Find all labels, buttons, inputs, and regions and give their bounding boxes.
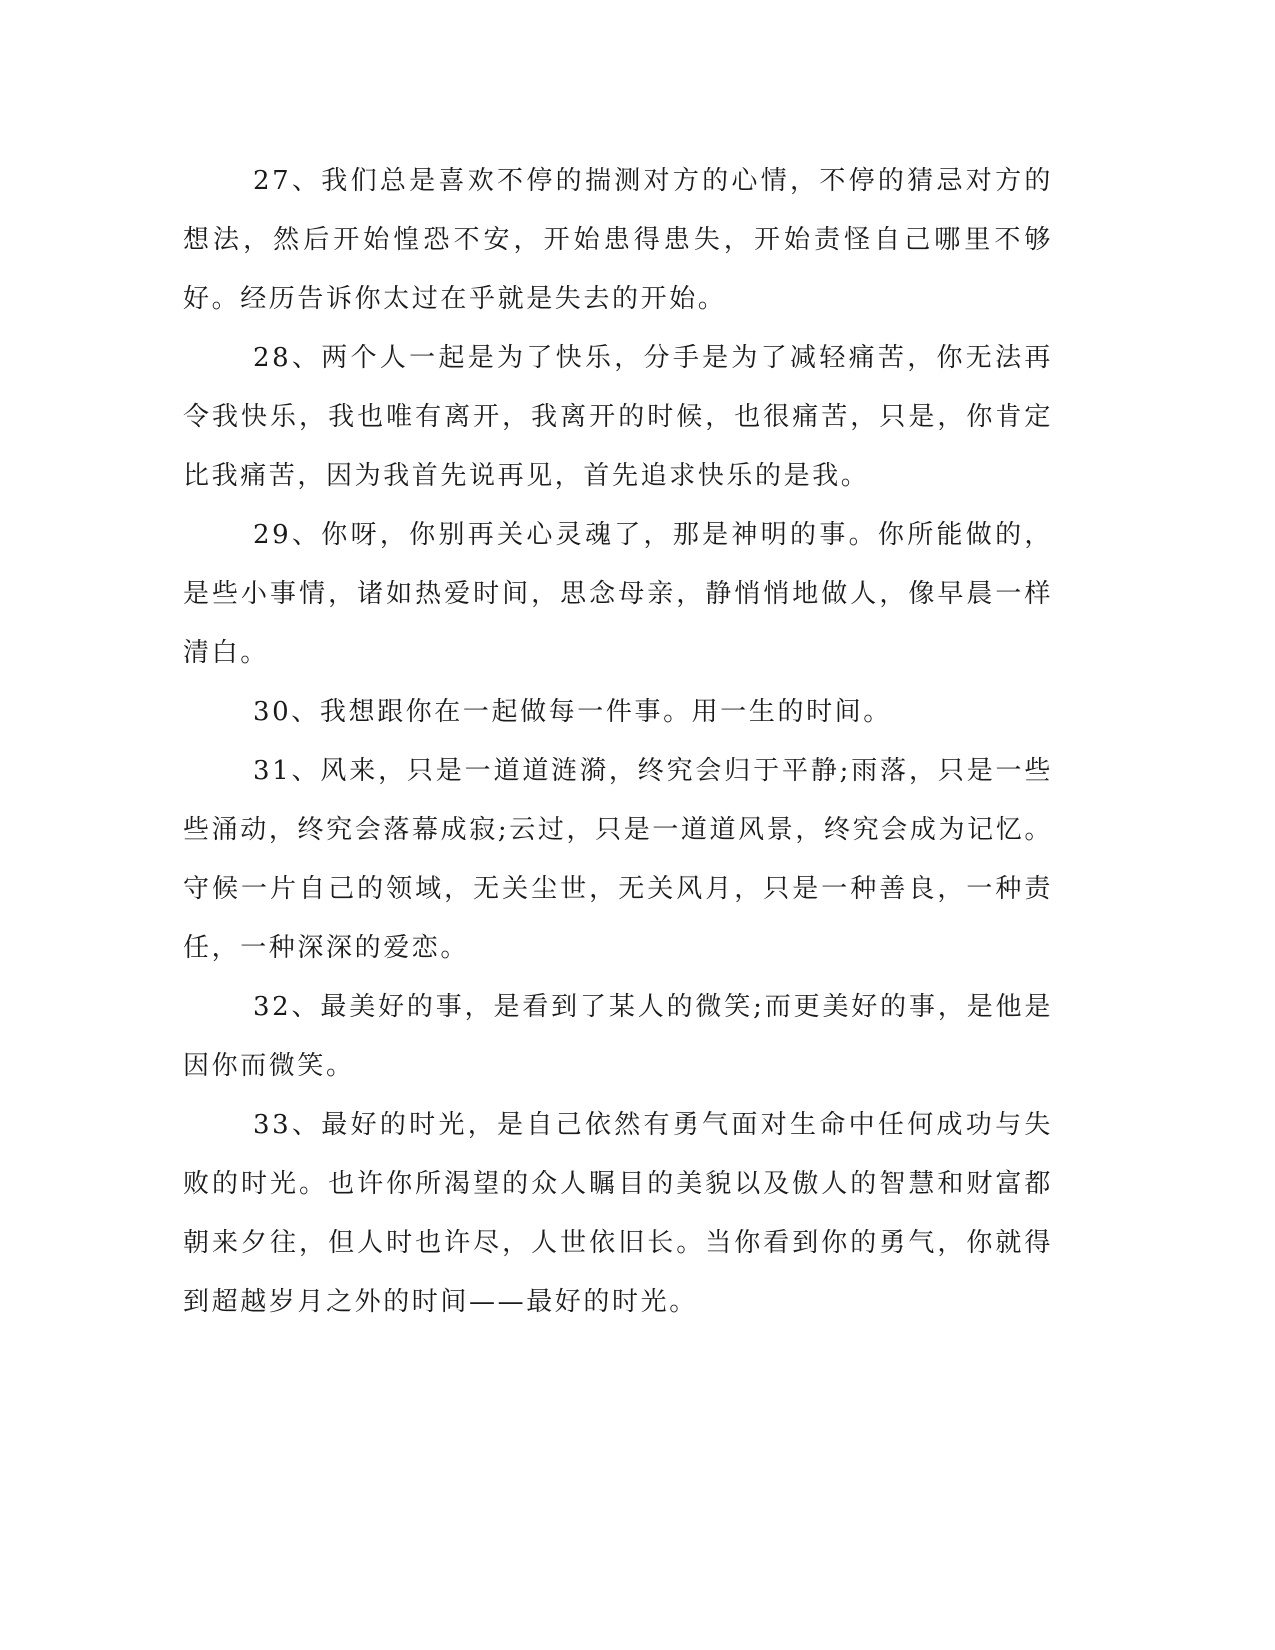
paragraph-30: 30、我想跟你在一起做每一件事。用一生的时间。 (253, 697, 892, 727)
paragraph-33: 33、最好的时光，是自己依然有勇气面对生命中任何成功与失败的时光。也许你所渴望的众人瞩目的美貌以及傲人的智慧和财富都朝来夕往，但人时也许尽，人世依旧长。当你看到你的勇气，你就得到超越岁月之外的时间——最好的时光。 (183, 1110, 1053, 1317)
paragraph-29: 29、你呀，你别再关心灵魂了，那是神明的事。你所能做的，是些小事情，诸如热爱时间，思念母亲，静悄悄地做人，像早晨一样清白。 (183, 520, 1053, 668)
document-body (183, 152, 1053, 1332)
paragraph-28: 28、两个人一起是为了快乐，分手是为了减轻痛苦，你无法再令我快乐，我也唯有离开，我离开的时候，也很痛苦，只是，你肯定比我痛苦，因为我首先说再见，首先追求快乐的是我。 (183, 343, 1053, 491)
paragraph-32: 32、最美好的事，是看到了某人的微笑;而更美好的事，是他是因你而微笑。 (183, 992, 1053, 1081)
paragraph-27: 27、我们总是喜欢不停的揣测对方的心情，不停的猜忌对方的想法，然后开始惶恐不安，开始患得患失，开始责怪自己哪里不够好。经历告诉你太过在乎就是失去的开始。 (183, 166, 1053, 314)
paragraph-31: 31、风来，只是一道道涟漪，终究会归于平静;雨落，只是一些些涌动，终究会落幕成寂;云过，只是一道道风景，终究会成为记忆。守候一片自己的领域，无关尘世，无关风月，只是一种善良，一种责任，一种深深的爱恋。 (183, 756, 1053, 963)
